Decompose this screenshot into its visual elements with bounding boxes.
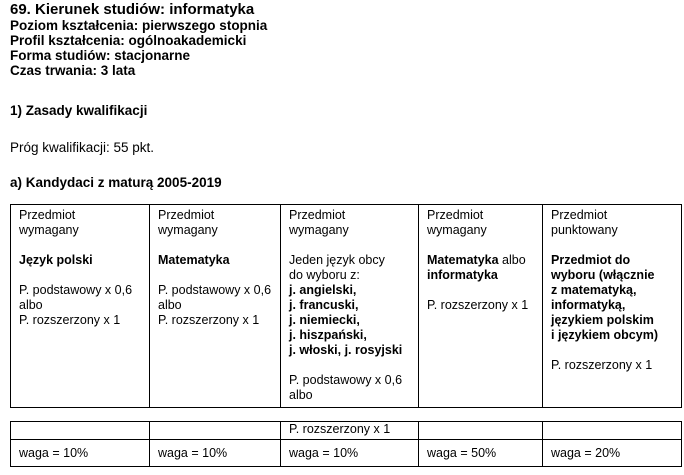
table-row [11,422,682,440]
column-header: wymagany [427,223,487,237]
language-intro: Jeden język obcy [289,253,385,267]
requirements-table [10,204,682,408]
subject-line: z matematyką, [551,283,637,297]
weight-cell: waga = 10% [150,440,281,467]
column-header: Przedmiot [289,208,346,222]
column-header: Przedmiot [19,208,76,222]
weight-cell: waga = 10% [281,440,419,467]
level-extended: P. rozszerzony x 1 [158,313,260,327]
column-header: wymagany [19,223,79,237]
level-or: albo [19,298,43,312]
poziom-line: Poziom kształcenia: pierwszego stopnia [10,18,268,33]
language-item: j. włoski, j. rosyjski [289,343,403,357]
table-row [11,205,682,408]
weight-cell: waga = 20% [543,440,682,467]
table-cell [11,422,150,440]
subject-line: Przedmiot do [551,253,631,267]
subject-name: Matematyka [158,253,230,267]
page-title: 69. Kierunek studiów: informatyka [10,1,255,18]
subject-line: informatyką, [551,298,626,312]
document-header [10,2,267,78]
language-item: j. hiszpański, [289,328,367,342]
column-jezyk-obcy [281,205,419,408]
column-header: Przedmiot [427,208,484,222]
column-przedmiot-punktowany [543,205,682,408]
language-intro: do wyboru z: [289,268,360,282]
language-item: j. angielski, [289,283,357,297]
section-heading-zasady: 1) Zasady kwalifikacji [10,103,148,118]
subject-line: językiem polskim [551,313,654,327]
weights-table [10,421,682,467]
column-header: wymagany [289,223,349,237]
subject-name: Język polski [19,253,93,267]
column-header: punktowany [551,223,618,237]
table-cell [543,422,682,440]
section-heading-kandydaci: a) Kandydaci z maturą 2005-2019 [10,175,222,190]
subject-name: informatyka [427,268,498,282]
column-matematyka [150,205,281,408]
column-jezyk-polski [11,205,150,408]
column-header: wymagany [158,223,218,237]
forma-line: Forma studiów: stacjonarne [10,48,191,63]
subject-or: albo [498,253,526,267]
level-extended: P. rozszerzony x 1 [19,313,121,327]
table-row [11,440,682,467]
subject-name: Matematyka [427,253,499,267]
subject-line: wyboru (włącznie [551,268,655,282]
table-cell [419,422,543,440]
level-basic: P. podstawowy x 0,6 [19,283,133,297]
level-extended: P. rozszerzony x 1 [281,422,419,440]
weight-cell: waga = 10% [11,440,150,467]
subject-line: i językiem obcym) [551,328,658,342]
prog-kwalifikacji: Próg kwalifikacji: 55 pkt. [10,140,155,155]
czas-line: Czas trwania: 3 lata [10,63,136,78]
level-or: albo [289,388,313,402]
table-cell [150,422,281,440]
weight-cell: waga = 50% [419,440,543,467]
level-basic: P. podstawowy x 0,6 [289,373,403,387]
column-matematyka-informatyka [419,205,543,408]
language-item: j. niemiecki, [289,313,360,327]
level-basic: P. podstawowy x 0,6 [158,283,272,297]
column-header: Przedmiot [551,208,608,222]
column-header: Przedmiot [158,208,215,222]
level-extended: P. rozszerzony x 1 [551,358,653,372]
profil-line: Profil kształcenia: ogólnoakademicki [10,33,247,48]
level-or: albo [158,298,182,312]
level-extended: P. rozszerzony x 1 [427,298,529,312]
language-item: j. francuski, [289,298,359,312]
